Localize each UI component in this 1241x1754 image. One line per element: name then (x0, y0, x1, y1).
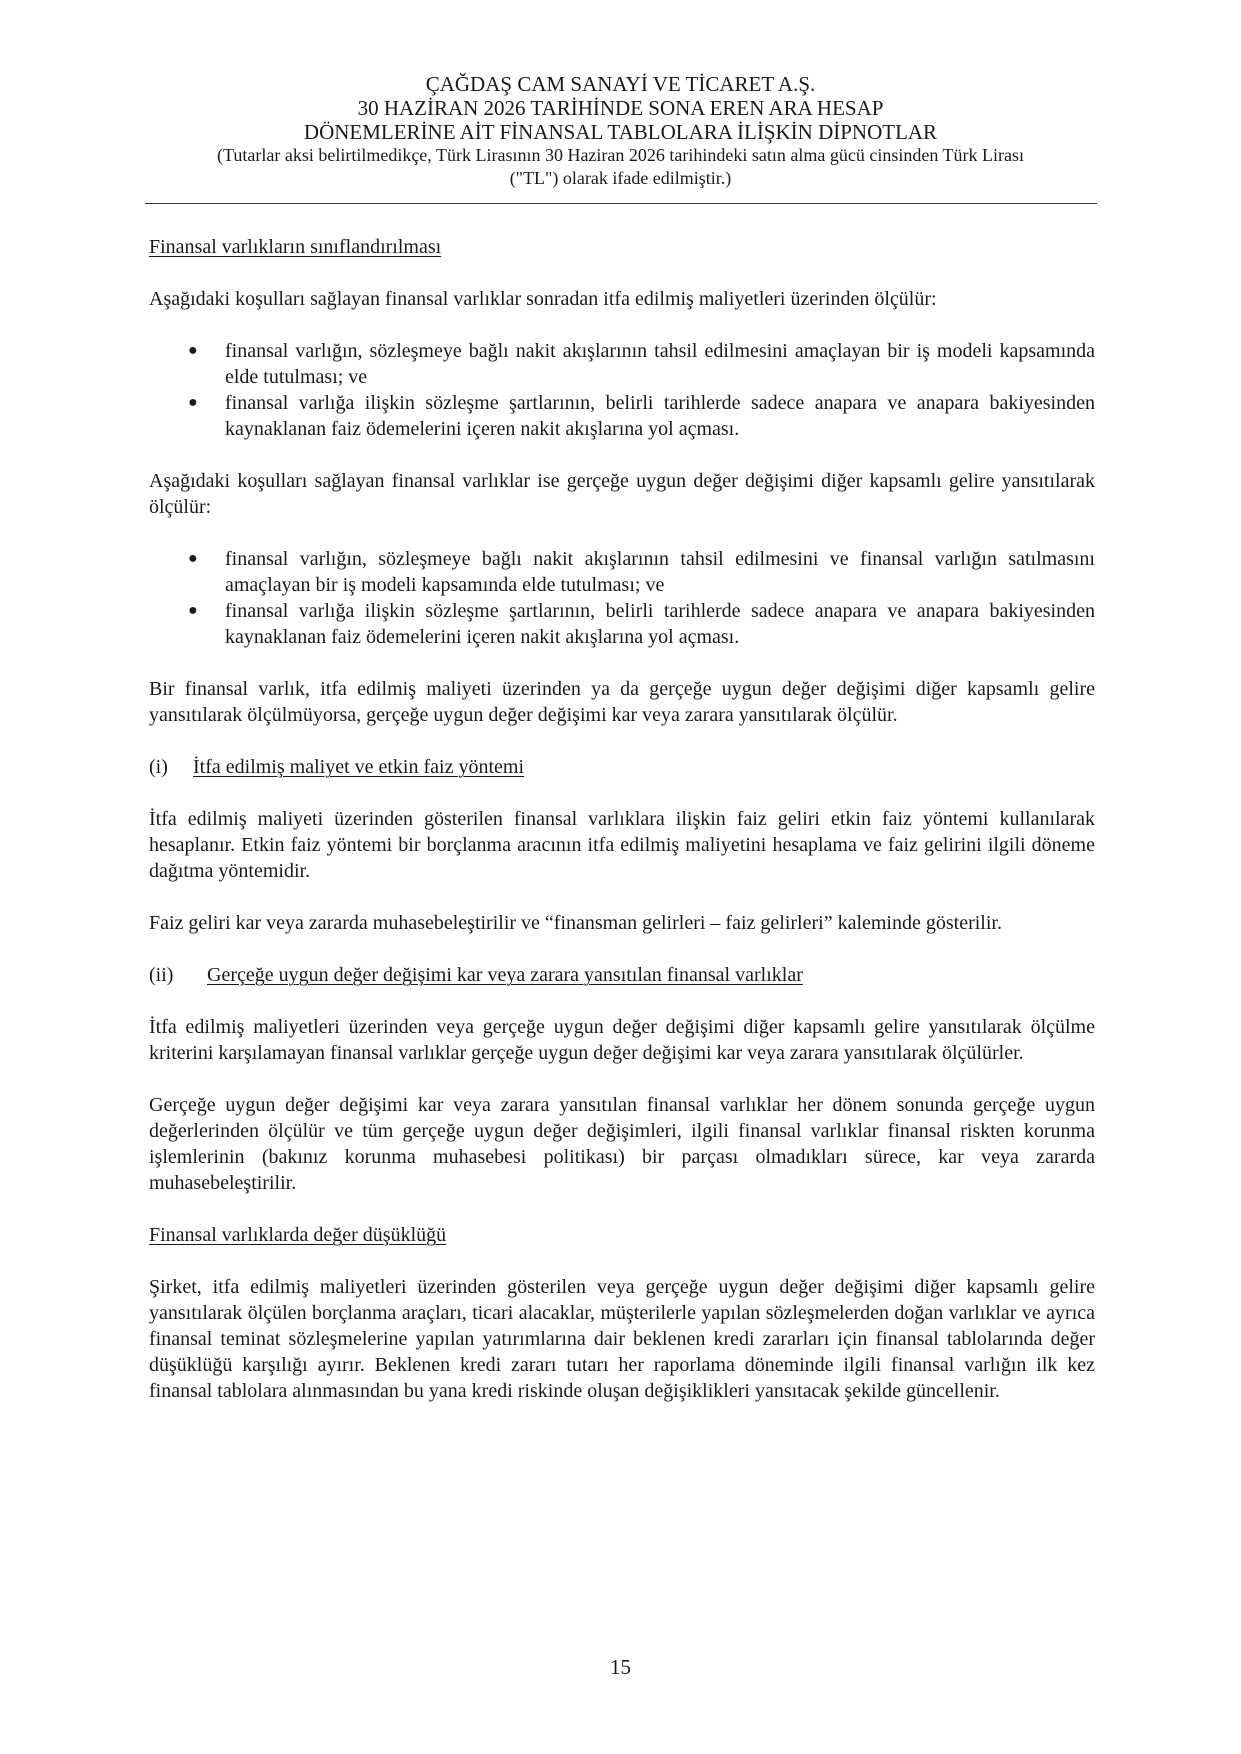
header-title: DÖNEMLERİNE AİT FİNANSAL TABLOLARA İLİŞKİN DİPNOTLAR (303, 120, 938, 144)
page-header (145, 72, 1096, 190)
paragraph-amortized-cost-intro: Aşağıdaki koşulları sağlayan finansal varlıklar sonradan itfa edilmiş maliyetleri üzerinden ölçülür: (149, 288, 937, 310)
paragraph-fvtpl-measurement: Gerçeğe uygun değer değişimi kar veya zarara yansıtılan finansal varlıklar her dönem sonunda gerçeğe uygun değerlerinden ölçülür ve tüm gerçeğe uygun değer değişimleri, ilgili finansal varlıklar finansal riskten korunma işlemlerinin (bakınız korunma muhasebesi politikası) bir parçası olmadıkları sürece, kar veya zararda muhasebeleştirilir. (149, 1094, 1095, 1194)
paragraph-fvoci-intro: Aşağıdaki koşulları sağlayan finansal varlıklar ise gerçeğe uygun değer değişimi diğer kapsamlı gelire yansıtılarak ölçülür: (149, 470, 1095, 518)
list-item (149, 546, 1095, 598)
list-item-text: finansal varlığın, sözleşmeye bağlı nakit akışlarının tahsil edilmesini ve finansal varlığın satılmasını amaçlayan bir iş modeli kapsamında elde tutulması; ve (225, 548, 1095, 596)
section-title-impairment: Finansal varlıklarda değer düşüklüğü (149, 1224, 447, 1246)
paragraph-fvtpl-criteria: İtfa edilmiş maliyetleri üzerinden veya gerçeğe uygun değer değişimi diğer kapsamlı gelire yansıtılarak ölçülme kriterini karşılamayan finansal varlıklar gerçeğe uygun değer değişimi kar veya zarara yansıtılarak ölçülürler. (149, 1016, 1095, 1064)
paragraph-fvtpl-rule: Bir finansal varlık, itfa edilmiş maliyeti üzerinden ya da gerçeğe uygun değer değişimi diğer kapsamlı gelire yansıtılarak ölçülmüyorsa, gerçeğe uygun değer değişimi kar veya zarara yansıtılarak ölçülür. (149, 678, 1095, 726)
paragraph-interest-income: Faiz geliri kar veya zararda muhasebeleştirilir ve “finansman gelirleri – faiz gelirleri” kaleminde gösterilir. (149, 912, 1002, 934)
header-note-line2: ("TL") olarak ifade edilmiştir.) (509, 168, 732, 188)
list-item (149, 598, 1095, 650)
page-number: 15 (610, 1655, 631, 1679)
bullet-list-fvoci (149, 546, 1095, 650)
list-item-text: finansal varlığa ilişkin sözleşme şartlarının, belirli tarihlerde sadece anapara ve anapara bakiyesinden kaynaklanan faiz ödemelerini içeren nakit akışlarına yol açması. (225, 392, 1095, 440)
section-title-classification: Finansal varlıkların sınıflandırılması (149, 236, 442, 258)
subsection-title: İtfa edilmiş maliyet ve etkin faiz yöntemi (193, 756, 525, 778)
subsection-heading-i (149, 754, 1095, 780)
document-body (149, 234, 1095, 1430)
list-item (149, 338, 1095, 390)
subsection-title: Gerçeğe uygun değer değişimi kar veya zarara yansıtılan finansal varlıklar (207, 964, 803, 986)
bullet-icon: ● (188, 342, 198, 359)
bullet-icon: ● (188, 550, 198, 567)
paragraph-impairment: Şirket, itfa edilmiş maliyetleri üzerinden gösterilen veya gerçeğe uygun değer değişimi diğer kapsamlı gelire yansıtılarak ölçülen borçlanma araçları, ticari alacaklar, müşterilerle yapılan sözleşmelerden doğan varlıklar ve ayrıca finansal teminat sözleşmelerine yapılan yatırımlarına dair beklenen kredi zararları için finansal tablolarında değer düşüklüğü karşılığı ayırır. Beklenen kredi zararı tutarı her raporlama döneminde ilgili finansal varlığın ilk kez finansal tablolara alınmasından bu yana kredi riskinde oluşan değişiklikleri yansıtacak şekilde güncellenir. (149, 1276, 1095, 1402)
bullet-icon: ● (188, 394, 198, 411)
paragraph-effective-interest: İtfa edilmiş maliyeti üzerinden gösterilen finansal varlıklara ilişkin faiz geliri etkin faiz yöntemi kullanılarak hesaplanır. Etkin faiz yöntemi bir borçlanma aracının itfa edilmiş maliyetini hesaplama ve faiz gelirini ilgili döneme dağıtma yöntemidir. (149, 808, 1095, 882)
list-item-text: finansal varlığa ilişkin sözleşme şartlarının, belirli tarihlerde sadece anapara ve anapara bakiyesinden kaynaklanan faiz ödemelerini içeren nakit akışlarına yol açması. (225, 600, 1095, 648)
header-period: 30 HAZİRAN 2026 TARİHİNDE SONA EREN ARA HESAP (357, 96, 884, 120)
bullet-icon: ● (188, 602, 198, 619)
subsection-number: (i) (149, 756, 168, 778)
header-note-line1: (Tutarlar aksi belirtilmedikçe, Türk Lirasının 30 Haziran 2026 tarihindeki satın alma gücü cinsinden Türk Lirası (217, 145, 1024, 165)
subsection-heading-ii (149, 962, 1095, 988)
subsection-number: (ii) (149, 964, 174, 986)
bullet-list-amortized-cost (149, 338, 1095, 442)
header-divider (145, 203, 1097, 204)
list-item (149, 390, 1095, 442)
company-name: ÇAĞDAŞ CAM SANAYİ VE TİCARET A.Ş. (425, 72, 816, 96)
list-item-text: finansal varlığın, sözleşmeye bağlı nakit akışlarının tahsil edilmesini amaçlayan bir iş modeli kapsamında elde tutulması; ve (225, 340, 1095, 388)
